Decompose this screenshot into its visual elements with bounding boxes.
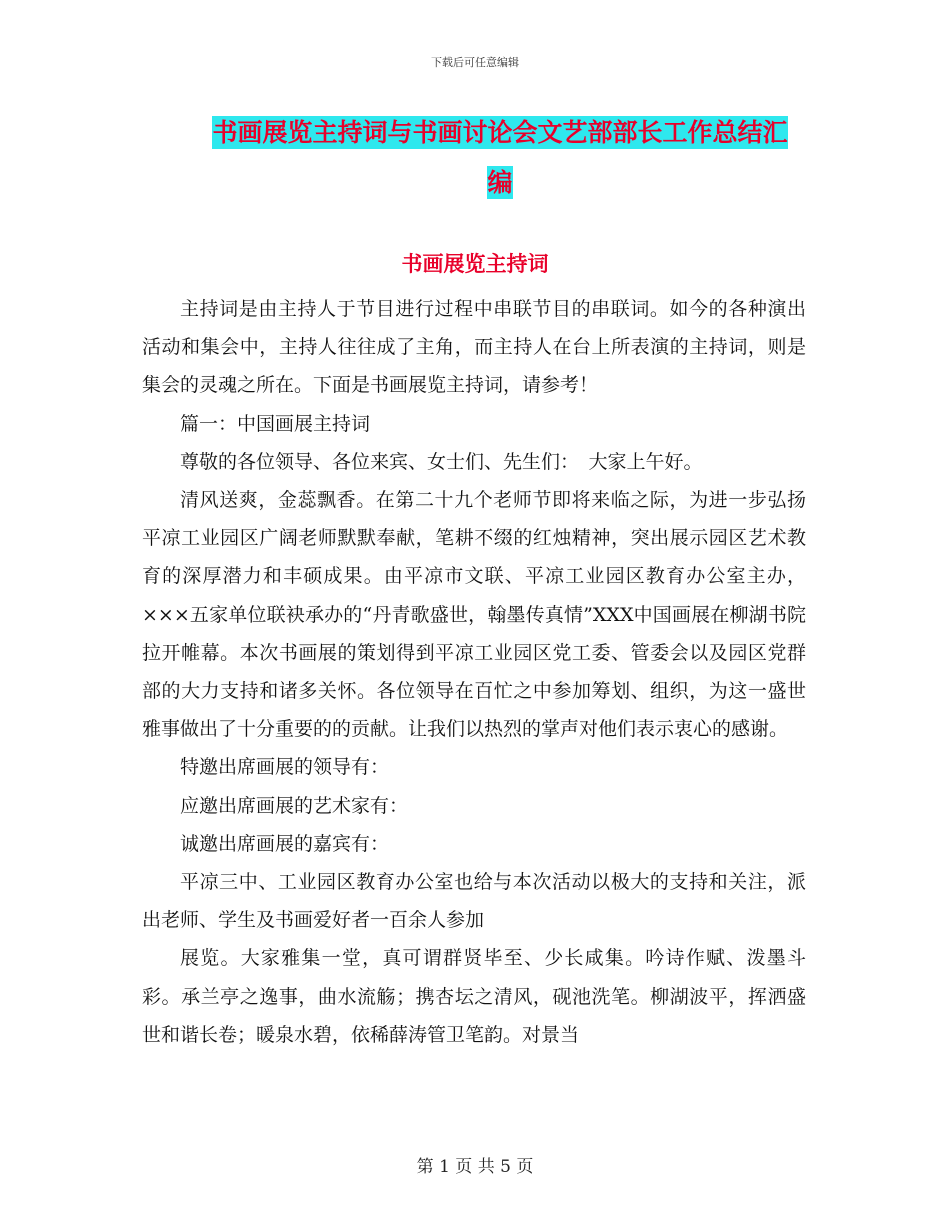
page-header-note: 下载后可任意编辑 [431, 56, 519, 69]
paragraph-leaders: 特邀出席画展的领导有： [180, 756, 390, 779]
document-body [142, 290, 806, 1054]
document-title [190, 108, 810, 208]
paragraph-exhibition: 展览。大家雅集一堂，真可谓群贤毕至、少长咸集。吟诗作赋、泼墨斗彩。承兰亭之逸事，曲水流觞；携杏坛之清风，砚池洗笔。柳湖波平，挥洒盛世和谐长卷；暖泉水碧，依稀薛涛管卫笔韵。对景当 [142, 947, 806, 1046]
page-number: 第 1 页 共 5 页 [416, 1157, 534, 1177]
paragraph-opening: 清风送爽，金蕊飘香。在第二十九个老师节即将来临之际，为进一步弘扬平凉工业园区广阔老师默默奉献，笔耕不缀的红烛精神，突出展示园区艺术教育的深厚潜力和丰硕成果。由平凉市文联、平凉工业园区教育办公室主办，×××五家单位联袂承办的“丹青歌盛世，翰墨传真情”XXX中国画展在柳湖书院拉开帷幕。本次书画展的策划得到平凉工业园区党工委、管委会以及园区党群部的大力支持和诸多关怀。各位领导在百忙之中参加筹划、组织，为这一盛世雅事做出了十分重要的的贡献。让我们以热烈的掌声对他们表示衷心的感谢。 [142, 489, 806, 741]
paragraph-greeting: 尊敬的各位领导、各位来宾、女士们、先生们： 大家上午好。 [180, 450, 703, 473]
paragraph-chapter-heading: 篇一：中国画展主持词 [180, 412, 371, 435]
document-title-line-2: 编 [487, 168, 513, 197]
paragraph-artists: 应邀出席画展的艺术家有： [180, 794, 409, 817]
document-title-line-1: 书画展览主持词与书画讨论会文艺部部长工作总结汇 [212, 118, 788, 147]
paragraph-guests: 诚邀出席画展的嘉宾有： [180, 832, 390, 855]
paragraph-intro: 主持词是由主持人于节目进行过程中串联节目的串联词。如今的各种演出活动和集会中，主持人往往成了主角，而主持人在台上所表演的主持词，则是集会的灵魂之所在。下面是书画展览主持词，请参考！ [142, 298, 806, 397]
paragraph-support: 平凉三中、工业园区教育办公室也给与本次活动以极大的支持和关注，派出老师、学生及书画爱好者一百余人参加 [142, 871, 806, 932]
section-title: 书画展览主持词 [401, 252, 549, 276]
